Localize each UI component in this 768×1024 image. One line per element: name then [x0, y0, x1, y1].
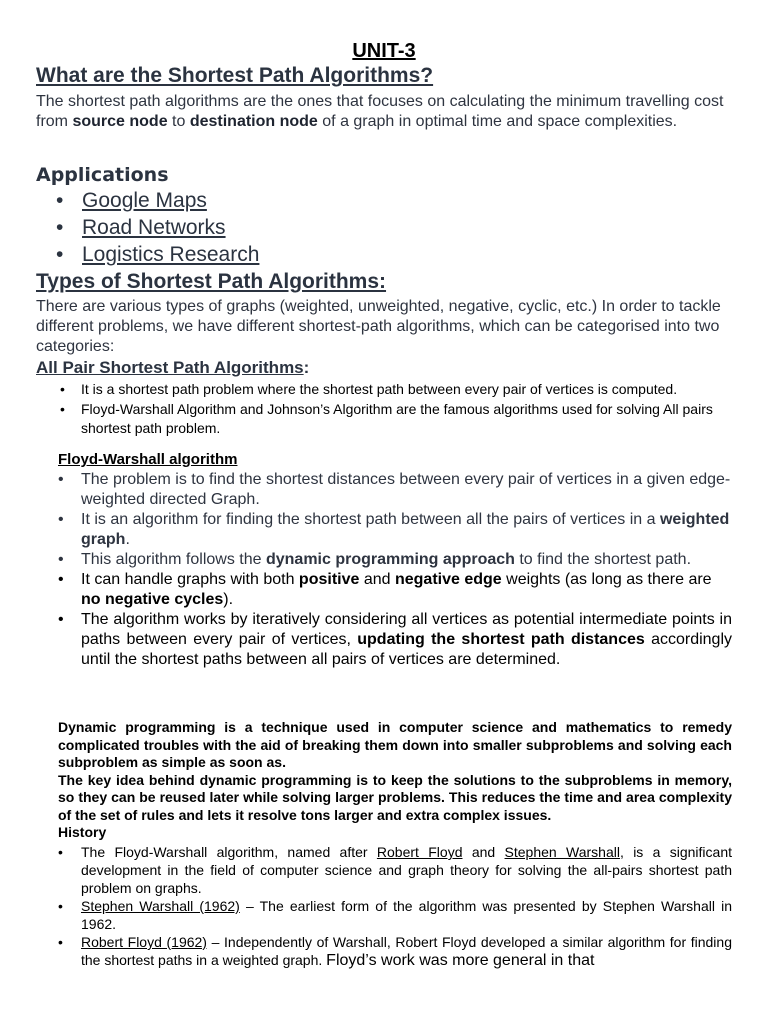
list-item[interactable]: [56, 216, 259, 243]
all-pair-heading-text: All Pair Shortest Path Algorithms: [36, 358, 304, 377]
robert-floyd-link[interactable]: Robert Floyd: [376, 844, 463, 860]
text: and: [462, 844, 505, 860]
history-list: [58, 843, 732, 970]
text: It can handle graphs with both: [81, 571, 299, 588]
intro-bold-source: source node: [72, 113, 168, 130]
application-link[interactable]: Road Networks: [82, 216, 226, 239]
text: weights (as long as there are: [501, 571, 712, 588]
dp-paragraph-1: Dynamic programming is a technique used in computer science and mathematics to remedy complicated troubles with the aid of breaking them down into smaller subproblems and solving each subproblem as simple as soon as.: [58, 719, 732, 770]
list-item[interactable]: [56, 243, 259, 270]
robert-floyd-1962-link[interactable]: Robert Floyd (1962): [81, 934, 207, 950]
text: – Independently of Warshall, Robert Floyd developed a similar algorithm for finding the shortest paths in a weighted graph.: [81, 934, 732, 968]
bold-text: weighted graph: [81, 511, 730, 548]
intro-text-2: to: [167, 113, 190, 130]
text: The algorithm works by iteratively considering all vertices as potential intermediate points in paths between every pair of vertices,: [81, 611, 732, 648]
list-item: [58, 933, 732, 970]
text: , is a significant development in the field of computer science and graph theory for solving the all-pairs shortest path problem on graphs.: [81, 844, 733, 896]
list-item[interactable]: [56, 189, 259, 216]
text: – The earliest form of the algorithm was presented by Stephen Warshall in 1962.: [81, 898, 732, 932]
text: It is an algorithm for finding the shortest path between all the pairs of vertices in a: [81, 511, 660, 528]
text: .: [125, 531, 130, 548]
list-item: [58, 897, 732, 933]
text: ).: [223, 591, 234, 608]
all-pair-list: [60, 380, 740, 439]
bullet-icon: •: [56, 189, 64, 212]
applications-heading: Applications: [36, 164, 169, 186]
list-item: [58, 610, 732, 670]
bold-text: dynamic programming approach: [265, 551, 515, 568]
dynamic-programming-block: [58, 719, 732, 842]
list-item: [58, 550, 732, 570]
text: and: [359, 571, 395, 588]
bullet-icon: •: [56, 216, 64, 239]
list-item: [58, 570, 732, 610]
text: accordingly until the shortest paths between all pairs of vertices are determined.: [81, 631, 733, 668]
all-pair-heading: [36, 358, 309, 378]
dp-paragraph-2: The key idea behind dynamic programming is to keep the solutions to the subproblems in memory, so they can be reused later while solving larger problems. This reduces the time and area complexity of the set of rules and lets it resolve tons larger and extra complex issues.: [58, 771, 732, 823]
text: The Floyd-Warshall algorithm, named after: [81, 844, 377, 860]
bold-text: negative edge: [394, 571, 502, 588]
bold-text: updating the shortest path distances: [357, 631, 645, 648]
intro-paragraph: [36, 92, 736, 132]
text: This algorithm follows the: [81, 551, 266, 568]
floyd-warshall-heading: Floyd-Warshall algorithm: [58, 451, 238, 468]
stephen-warshall-1962-link[interactable]: Stephen Warshall (1962): [81, 898, 240, 914]
list-item: • It is a shortest path problem where the shortest path between every pair of vertices is computed.: [60, 380, 740, 399]
intro-text-3: of a graph in optimal time and space complexities.: [317, 113, 678, 130]
types-heading: Types of Shortest Path Algorithms:: [36, 270, 387, 293]
intro-bold-destination: destination node: [189, 113, 318, 130]
text: Floyd’s work was more general in that: [326, 952, 595, 969]
list-item: [58, 510, 732, 550]
list-item: • Floyd-Warshall Algorithm and Johnson’s Algorithm are the famous algorithms used for solving All pairs shortest path problem.: [60, 400, 740, 438]
main-heading: What are the Shortest Path Algorithms?: [36, 64, 434, 87]
list-item: [58, 843, 732, 897]
bullet-icon: •: [56, 243, 64, 266]
list-item: • The problem is to find the shortest distances between every pair of vertices in a given edge-weighted directed Graph.: [58, 470, 732, 510]
applications-list: [56, 189, 259, 270]
history-heading: History: [58, 824, 107, 840]
stephen-warshall-link[interactable]: Stephen Warshall: [504, 844, 620, 860]
intro-text-1: The shortest path algorithms are the ones that focuses on calculating the minimum travelling cost from: [36, 93, 724, 130]
types-paragraph: There are various types of graphs (weighted, unweighted, negative, cyclic, etc.) In order to tackle different problems, we have different shortest-path algorithms, which can be categorised into two categories:: [36, 298, 721, 355]
bold-text: positive: [298, 571, 360, 588]
all-pair-colon: :: [303, 358, 310, 377]
unit-title: UNIT-3: [352, 40, 416, 62]
bold-text: no negative cycles: [81, 591, 224, 608]
floyd-warshall-list: [58, 470, 732, 670]
application-link[interactable]: Google Maps: [82, 189, 207, 212]
text: to find the shortest path.: [514, 551, 692, 568]
application-link[interactable]: Logistics Research: [82, 243, 260, 266]
